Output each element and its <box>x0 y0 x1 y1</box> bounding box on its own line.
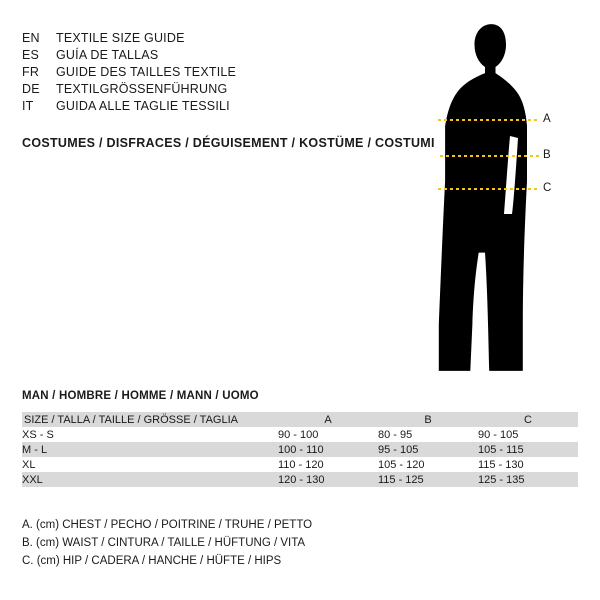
table-header-b: B <box>378 412 478 427</box>
language-row-en <box>22 30 422 47</box>
cell-b: 80 - 95 <box>378 428 413 441</box>
cell-size: XL <box>22 458 36 471</box>
category-line: COSTUMES / DISFRACES / DÉGUISEMENT / KOSTÜME / COSTUMI <box>22 136 435 150</box>
cell-c: 115 - 130 <box>478 458 524 471</box>
language-header-block <box>22 30 422 115</box>
cell-a: 90 - 100 <box>278 428 319 441</box>
table-header-size: SIZE / TALLA / TAILLE / GRÖSSE / TAGLIA <box>22 412 278 427</box>
cell-b: 95 - 105 <box>378 442 478 457</box>
language-code-it: IT <box>22 99 34 113</box>
language-text-fr: GUIDE DES TAILLES TEXTILE <box>56 65 237 79</box>
size-table <box>22 412 578 487</box>
cell-size: XS - S <box>22 428 54 441</box>
cell-b: 105 - 120 <box>378 458 425 471</box>
measurement-notes <box>22 516 312 570</box>
table-row <box>22 442 578 457</box>
table-header-row <box>22 412 578 427</box>
language-text-it: GUIDA ALLE TAGLIE TESSILI <box>56 99 230 113</box>
marker-label-b: B <box>543 149 551 161</box>
language-code-fr: FR <box>22 65 40 79</box>
cell-c: 105 - 115 <box>478 442 578 457</box>
language-row-de <box>22 81 422 98</box>
language-code-en: EN <box>22 31 40 45</box>
cell-c: 125 - 135 <box>478 472 578 487</box>
cell-size: XXL <box>22 472 278 487</box>
note-hip: C. (cm) HIP / CADERA / HANCHE / HÜFTE / HIPS <box>22 555 282 567</box>
cell-size: M - L <box>22 442 278 457</box>
language-text-es: GUÍA DE TALLAS <box>56 48 159 62</box>
table-row <box>22 457 578 472</box>
cell-a: 100 - 110 <box>278 442 378 457</box>
marker-label-c: C <box>543 182 552 194</box>
cell-b: 115 - 125 <box>378 472 478 487</box>
language-text-de: TEXTILGRÖSSENFÜHRUNG <box>56 82 228 96</box>
language-code-de: DE <box>22 82 40 96</box>
table-title: MAN / HOMBRE / HOMME / MANN / UOMO <box>22 390 259 402</box>
language-code-es: ES <box>22 48 40 62</box>
table-row <box>22 427 578 442</box>
figure-illustration <box>400 18 580 378</box>
cell-c: 90 - 105 <box>478 428 519 441</box>
table-header-c: C <box>478 412 578 427</box>
table-header-a: A <box>278 412 378 427</box>
marker-label-a: A <box>543 113 551 125</box>
male-silhouette-icon <box>400 18 580 378</box>
note-waist: B. (cm) WAIST / CINTURA / TAILLE / HÜFTUNG / VITA <box>22 537 306 549</box>
language-row-it <box>22 98 422 115</box>
cell-a: 120 - 130 <box>278 472 378 487</box>
language-row-es <box>22 47 422 64</box>
cell-a: 110 - 120 <box>278 458 324 471</box>
table-row <box>22 472 578 487</box>
language-row-fr <box>22 64 422 81</box>
note-chest: A. (cm) CHEST / PECHO / POITRINE / TRUHE / PETTO <box>22 519 313 531</box>
language-text-en: TEXTILE SIZE GUIDE <box>56 31 185 45</box>
